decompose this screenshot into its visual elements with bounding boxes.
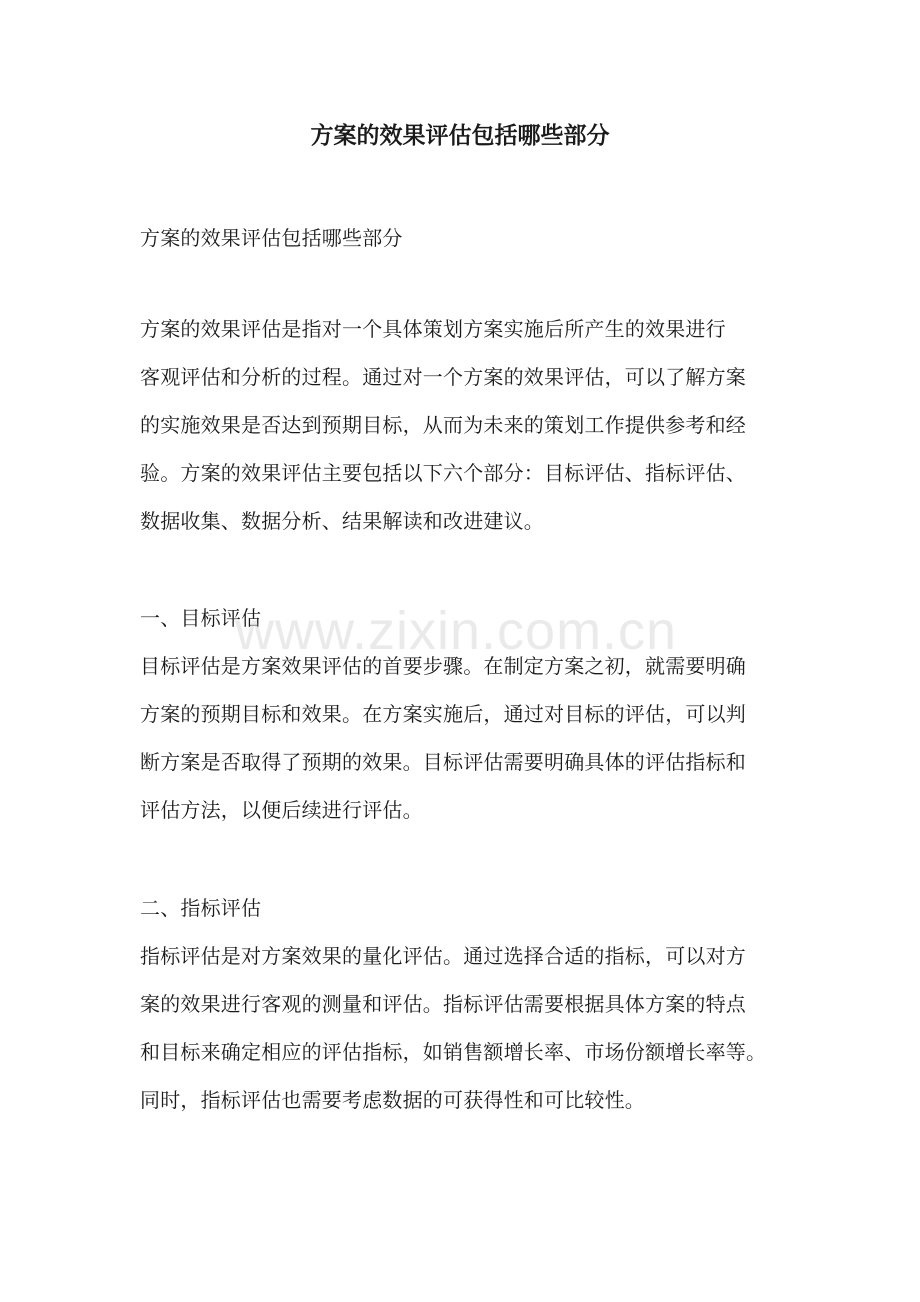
document-subtitle bbox=[140, 214, 785, 262]
section-line: 评估方法，以便后续进行评估。 bbox=[140, 798, 423, 822]
section-2 bbox=[140, 884, 785, 1124]
section-line: 指标评估是对方案效果的量化评估。通过选择合适的指标，可以对方 bbox=[140, 944, 746, 968]
section-line: 方案的预期目标和效果。在方案实施后，通过对目标的评估，可以判 bbox=[140, 702, 746, 726]
section-line: 目标评估是方案效果评估的首要步骤。在制定方案之初，就需要明确 bbox=[140, 654, 746, 678]
section-line: 案的效果进行客观的测量和评估。指标评估需要根据具体方案的特点 bbox=[140, 992, 746, 1016]
intro-line: 客观评估和分析的过程。通过对一个方案的效果评估，可以了解方案 bbox=[140, 365, 746, 389]
intro-line: 的实施效果是否达到预期目标，从而为未来的策划工作提供参考和经 bbox=[140, 413, 746, 437]
section-1 bbox=[140, 594, 785, 834]
intro-line: 数据收集、数据分析、结果解读和改进建议。 bbox=[140, 509, 544, 533]
section-line: 同时，指标评估也需要考虑数据的可获得性和可比较性。 bbox=[140, 1088, 645, 1112]
section-heading: 二、指标评估 bbox=[140, 896, 262, 920]
intro-line: 验。方案的效果评估主要包括以下六个部分：目标评估、指标评估、 bbox=[140, 461, 746, 485]
intro-line: 方案的效果评估是指对一个具体策划方案实施后所产生的效果进行 bbox=[140, 317, 726, 341]
intro-paragraph bbox=[140, 305, 785, 545]
section-line: 和目标来确定相应的评估指标，如销售额增长率、市场份额增长率等。 bbox=[140, 1040, 767, 1064]
section-heading: 一、目标评估 bbox=[140, 606, 262, 630]
watermark-text: www.zixin.com.cn bbox=[235, 601, 678, 661]
document-title: 方案的效果评估包括哪些部分 bbox=[310, 122, 610, 149]
section-line: 断方案是否取得了预期的效果。目标评估需要明确具体的评估指标和 bbox=[140, 750, 746, 774]
subtitle-line: 方案的效果评估包括哪些部分 bbox=[140, 226, 403, 250]
